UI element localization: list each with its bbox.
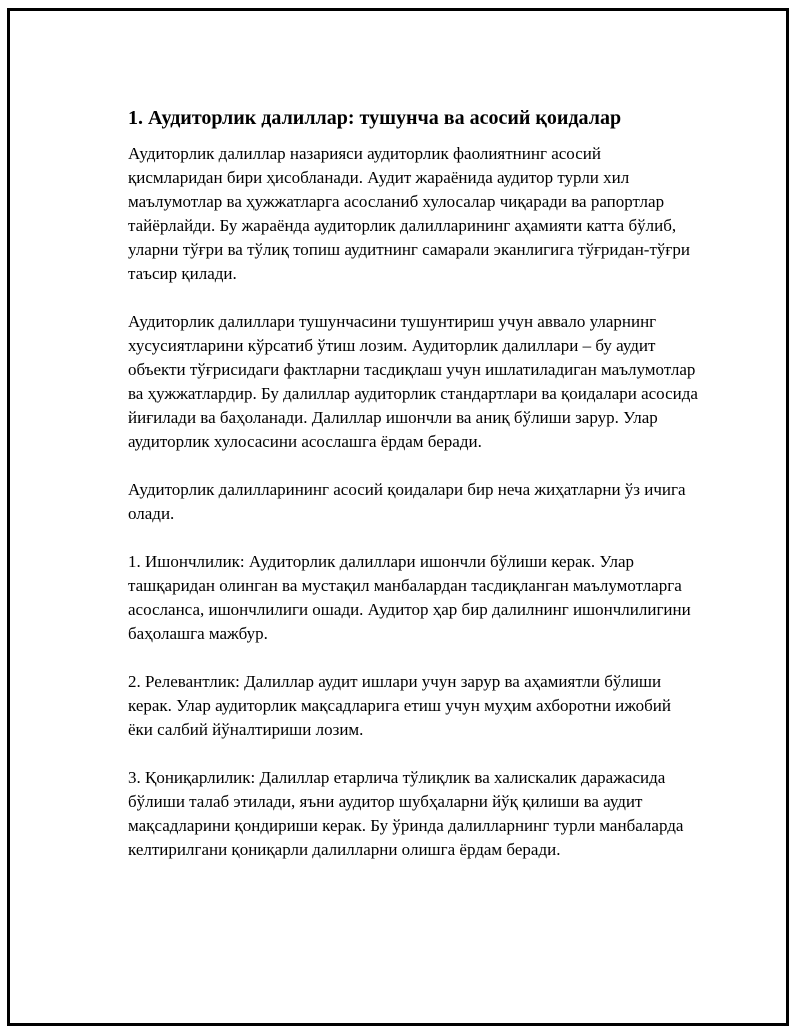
paragraph-intro: Аудиторлик далиллар назарияси аудиторлик фаолиятнинг асосий қисмларидан бири ҳисобланади. Аудит жараёнида аудитор турли хил маълумотлар ва ҳужжатларга асосланиб хулосалар чиқаради ва рапортлар тайёрлайди. Бу жараёнда аудиторлик далилларининг аҳамияти катта бўлиб, уларни тўғри ва тўлиқ топиш аудитнинг самарали эканлигига тўғридан-тўғри таъсир қилади. [128, 144, 690, 283]
paragraph-principles-lead: Аудиторлик далилларининг асосий қоидалари бир неча жиҳатларни ўз ичига олади. [128, 480, 686, 523]
page-frame [7, 8, 789, 1026]
paragraph-reliability: 1. Ишончлилик: Аудиторлик далиллари ишончли бўлиши керак. Улар ташқаридан олинган ва мустақил манбалардан тасдиқланган маълумотларга асосланса, ишончлилиги ошади. Аудитор ҳар бир далилнинг ишончлилигини баҳолашга мажбур. [128, 552, 691, 643]
paragraph-sufficiency: 3. Қониқарлилик: Далиллар етарлича тўлиқлик ва халискалик даражасида бўлиши талаб этилади, яъни аудитор шубҳаларни йўқ қилиши ва аудит мақсадларини қондириши керак. Бу ўринда далилларнинг турли манбаларда келтирилгани қониқарли далилларни олишга ёрдам беради. [128, 768, 684, 859]
paragraph-definition: Аудиторлик далиллари тушунчасини тушунтириш учун аввало уларнинг хусусиятларини кўрсатиб ўтиш лозим. Аудиторлик далиллари – бу аудит объекти тўғрисидаги фактларни тасдиқлаш учун ишлатиладиган маълумотлар ва ҳужжатлардир. Бу далиллар аудиторлик стандартлари ва қоидалари асосида йиғилади ва баҳоланади. Далиллар ишончли ва аниқ бўлиши зарур. Улар аудиторлик хулосасини асослашга ёрдам беради. [128, 312, 698, 451]
paragraph-relevance: 2. Релевантлик: Далиллар аудит ишлари учун зарур ва аҳамиятли бўлиши керак. Улар аудиторлик мақсадларига етиш учун муҳим ахборотни ижобий ёки салбий йўналтириши лозим. [128, 672, 671, 739]
section-heading: 1. Аудиторлик далиллар: тушунча ва асосий қоидалар [128, 107, 622, 129]
document-body [128, 105, 698, 886]
